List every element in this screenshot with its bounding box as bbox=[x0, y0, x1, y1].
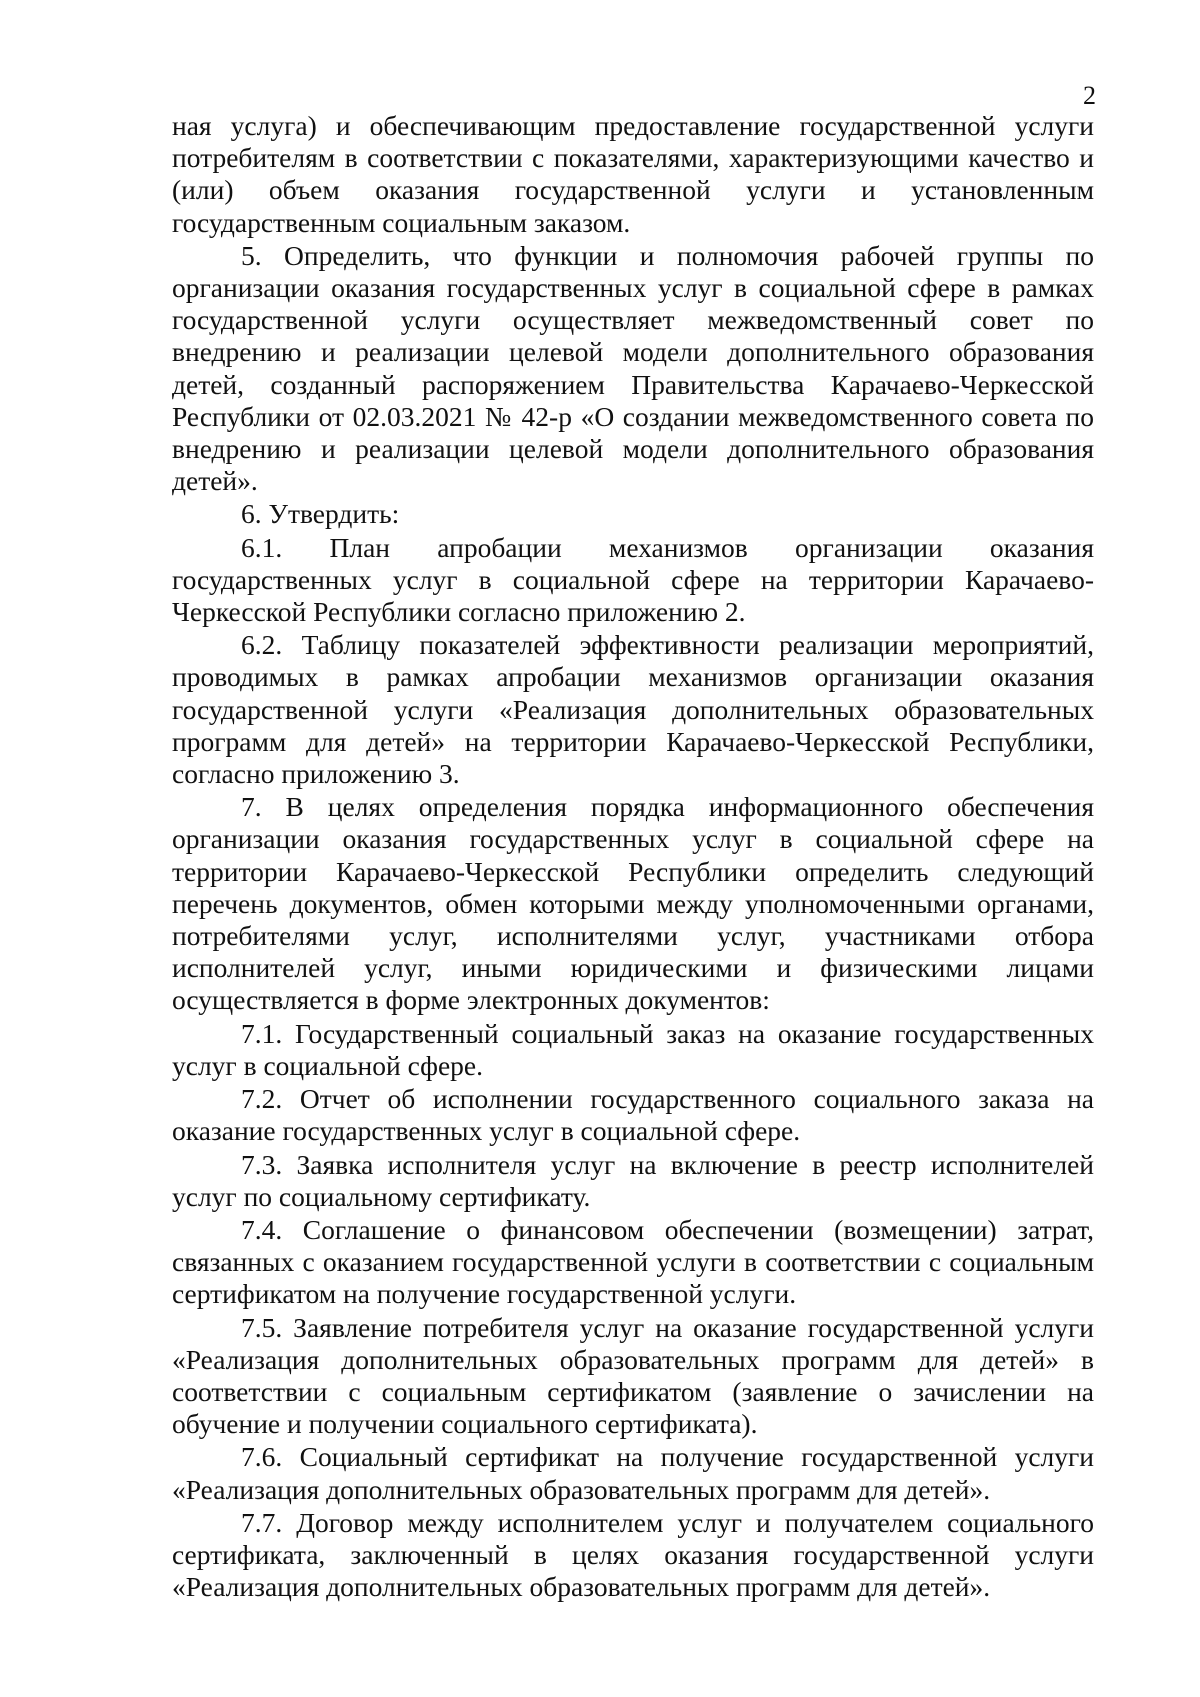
paragraph-continuation: ная услуга) и обеспечивающим предоставление государственной услуги потребителям в соответствии с показателями, характеризующими качество и (или) объем оказания государственной услуги и установленным государственным социальным заказом. bbox=[172, 110, 1094, 238]
paragraph-item-6-1: 6.1. План апробации механизмов организации оказания государственных услуг в социальной сфере на территории Карачаево- Черкесской Республики согласно приложению 2. bbox=[172, 531, 1094, 628]
paragraph-item-7-4: 7.4. Соглашение о финансовом обеспечении (возмещении) затрат, связанных с оказанием государственной услуги в соответствии с социальным сертификатом на получение государственной услуги. bbox=[172, 1213, 1094, 1310]
paragraph-item-7-7: 7.7. Договор между исполнителем услуг и получателем социального сертификата, заключенный в целях оказания государственной услуги «Реализация дополнительных образовательных программ для детей». bbox=[172, 1506, 1094, 1603]
paragraph-item-7-5: 7.5. Заявление потребителя услуг на оказание государственной услуги «Реализация дополнительных образовательных программ для детей» в соответствии с социальным сертификатом (заявление о зачислении на обучение и получении социального сертификата). bbox=[172, 1311, 1094, 1440]
paragraph-item-7-6: 7.6. Социальный сертификат на получение государственной услуги «Реализация дополнительных образовательных программ для детей». bbox=[172, 1441, 1094, 1505]
paragraph-item-6: 6. Утвердить: bbox=[241, 498, 400, 530]
page-number: 2 bbox=[1083, 81, 1096, 110]
paragraph-item-6-2: 6.2. Таблицу показателей эффективности реализации мероприятий, проводимых в рамках апробации механизмов организации оказания государственной услуги «Реализация дополнительных образовательных программ для детей» на территории Карачаево-Черкесской Республики, согласно приложению 3. bbox=[172, 629, 1094, 790]
paragraph-item-5: 5. Определить, что функции и полномочия рабочей группы по организации оказания государственных услуг в социальной сфере в рамках государственной услуги осуществляет межведомственный совет по внедрению и реализации целевой модели дополнительного образования детей, созданный распоряжением Правительства Карачаево-Черкесской Республики от 02.03.2021 № 42-р «О создании межведомственного совета по внедрению и реализации целевой модели дополнительного образования детей». bbox=[172, 239, 1094, 497]
paragraph-item-7: 7. В целях определения порядка информационного обеспечения организации оказания государственных услуг в социальной сфере на территории Карачаево-Черкесской Республики определить следующий перечень документов, обмен которыми между уполномоченными органами, потребителями услуг, исполнителями услуг, участниками отбора исполнителей услуг, иными юридическими и физическими лицами осуществляется в форме электронных документов: bbox=[172, 791, 1094, 1016]
document-body bbox=[172, 110, 1094, 1603]
paragraph-item-7-3: 7.3. Заявка исполнителя услуг на включение в реестр исполнителей услуг по социальному сертификату. bbox=[172, 1148, 1094, 1212]
paragraph-item-7-2: 7.2. Отчет об исполнении государственного социального заказа на оказание государственных услуг в социальной сфере. bbox=[172, 1083, 1094, 1147]
paragraph-item-7-1: 7.1. Государственный социальный заказ на оказание государственных услуг в социальной сфере. bbox=[172, 1017, 1094, 1081]
